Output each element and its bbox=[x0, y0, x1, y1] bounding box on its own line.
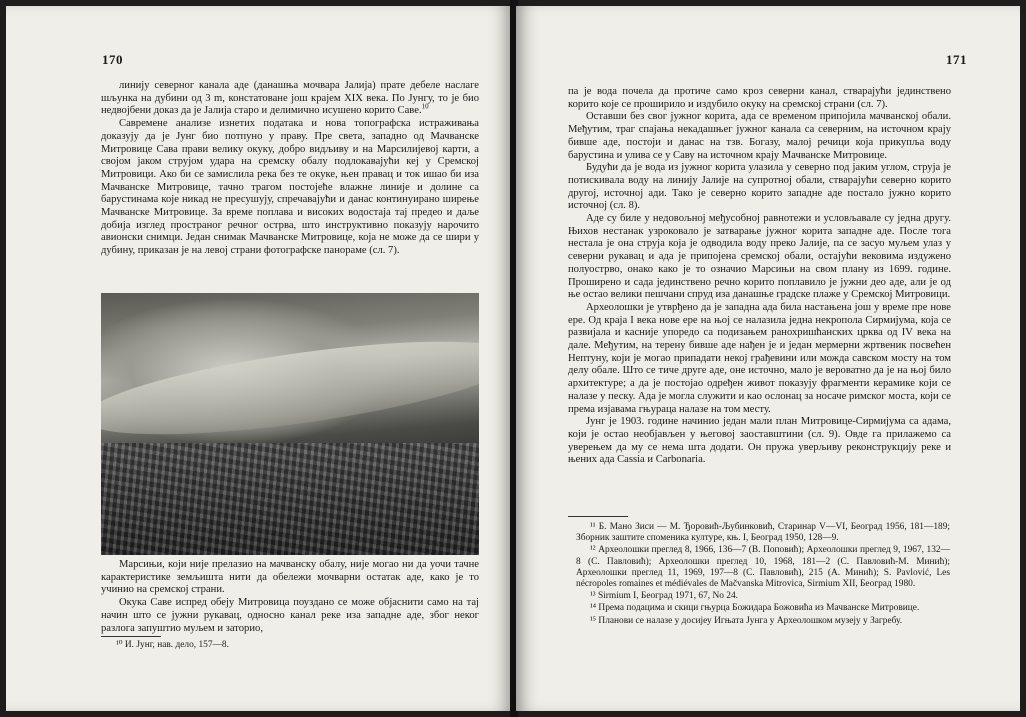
footnote: ¹² Археолошки преглед 8, 1966, 136—7 (В. Поповић); Археолошки преглед 9, 1967, 132—8 (С. Павловић); Археолошки преглед 10, 1968, 181—2 (С. Павловић-М. Минић); Археолошки преглед 11, 1969, 197—8 (С. Павловић), 215 (А. Минић); S. Pavlović, Les nécropoles romaines et médiévales de Mačvanska Mitrovica, Sirmium XII, Београд 1980. bbox=[576, 545, 950, 590]
right-page bbox=[516, 6, 1020, 711]
paragraph-text: линију северног канала аде (данашња мочвара Јалија) прате дебеле наслаге шљунка на дубини од 3 m, констатоване још крајем XIX века. По Јунгу, то је био недвојбени доказ да је Јалија старо и делимично исушено корито Саве. bbox=[101, 80, 479, 117]
aerial-photograph bbox=[101, 293, 479, 555]
paragraph: Аде су биле у недовољној међусобној равнотежи и условљавале су једна другу. Њихов нестанак узроковало је затварање јужног корита западне аде. После тога нестала је она струја која је одводила воду преко Јалије, па се засуо муљем улаз у северни рукавац и ада је припојена сремској обали, остајући вековима издужено полуострво, онако како је то означио Марсињи на свом плану из 1699. године. Проширено и сада јединствено речно корито поплавило је јужни део аде, али је од ње остао велики пешчани спруд иза данашње градске плаже у Сремској Митровици. bbox=[568, 213, 951, 301]
right-body-text bbox=[568, 86, 951, 467]
left-page bbox=[6, 6, 512, 711]
river-shape bbox=[101, 323, 479, 454]
footnote: ¹⁴ Према подацима и скици гњурца Божидара Божовића из Мачванске Митровице. bbox=[590, 603, 920, 614]
footnote-marker: 10 bbox=[421, 102, 429, 111]
town-shape bbox=[101, 443, 479, 555]
paragraph bbox=[101, 80, 479, 118]
paragraph: Јунг је 1903. године начинио један мали план Митровице-Сирмијума са адама, који је остао необјављен у његовој заоставштини (сл. 9). Овде га прилажемо са уверењем да му се нема шта додати. Он пружа уверљиву реконструкцију реке и њених ада Cassia и Carbonaria. bbox=[568, 416, 951, 466]
footnote: ¹³ Sirmium I, Београд 1971, 67, No 24. bbox=[590, 591, 738, 602]
footnote: ¹⁵ Планови се налазе у досијеу Игњата Јунга у Археолошком музеју у Загребу. bbox=[590, 615, 903, 626]
left-body-text-top bbox=[101, 80, 479, 258]
page-number-right: 171 bbox=[946, 52, 967, 67]
footnote-rule bbox=[568, 516, 628, 517]
paragraph: Археолошки је утврђено да је западна ада била настањена још у време пре нове ере. Од краја I века нове ере на њој се налазила једна некропола Сирмијума, која се развијала и касније упоредо са подизањем ранохришћанских црква од IV века на дале. Међутим, на терену бивше аде нађен је и један мермерни жртвеник посвећен Нептуну, који је могао припадати некој грађевини или можда савском мосту на том делу обале. Што се тиче друге аде, оне источно, мало је вероватно да је на њој било архитектуре; а да је постојао одређен живот показују фрагменти керамике који се налазе у песку. Ада је могла служити и као ослонац за носаче римског моста, који се према изјавама гњураца налазе на том месту. bbox=[568, 301, 951, 415]
paragraph: Будући да је вода из јужног корита улазила у северно под јаким углом, струја је потискивала воду на линију Јалије на супротној обали, стварајући северно корито другој, источној ади. Тако је северно корито западне аде постало јужно корито источној (сл. 8). bbox=[568, 162, 951, 212]
paragraph: Савремене анализе изнетих података и нова топографска истраживања доказују да је Јунг био потпуно у праву. Пре света, западно од Мачванске Митровице Сава прави велику окуку, добро видљиву и на Марсилијевој карти, а својом јаком струјом удара на сремску обалу подлокавајући кеј у Сремској Митровици. Ако би се замислила река без те окуке, њен правац и ток ишао би иза Мачванске Митровице, тачно трагом постојеће влажне линије и долине са барустинама које никад не пресушују, спречавајући и данас континуирано ширење Мачванске Митровице. За време поплава и високих водостаја тај предео и даље добија изглед пространог речног острва, што инструктивно показују нарочито авионски снимци. Један снимак Мачванске Митровице, која не може да се шири у дубину, приказан је на левој страни фотографске панораме (сл. 7). bbox=[101, 118, 479, 257]
paragraph: Оставши без свог јужног корита, ада се временом припојила мачванској обали. Међутим, траг спајања некадашњег јужног канала са северним, на источном крају бивше аде, постоји и данас на тзв. Богазу, малој речици која прикупља воду барустина и улива се у Саву на источном крају Мачванске Митровице. bbox=[568, 111, 951, 161]
paragraph: Окука Саве испред обеју Митровица поуздано се може објаснити само на тај начин што се јужни рукавац, односно канал реке иза западне аде, због неког разлога запуштио муљем и заторио, bbox=[101, 597, 479, 634]
footnote: ¹⁰ И. Јунг, нав. дело, 157—8. bbox=[116, 640, 229, 650]
left-body-text-bottom bbox=[101, 559, 479, 635]
paragraph: Марсињи, који није прелазио на мачванску обалу, није могао ни да уочи тачне карактеристике земљишта нити да обележи мочварни остатак аде, како је то учинио на сремској страни. bbox=[101, 559, 479, 596]
footnote: ¹¹ Б. Мано Зиси — М. Ђоровић-Љубинковић, Старинар V—VI, Београд 1956, 181—189; Зборник заштите споменика културе, књ. I, Београд 1950, 128—9. bbox=[576, 522, 950, 544]
paragraph: па је вода почела да протиче само кроз северни канал, стварајући јединствено корито које се проширило и издубило окуку на сремској страни (сл. 7). bbox=[568, 86, 951, 110]
footnotes bbox=[576, 522, 950, 628]
page-number-left: 170 bbox=[102, 52, 123, 67]
footnote-rule bbox=[101, 636, 161, 637]
